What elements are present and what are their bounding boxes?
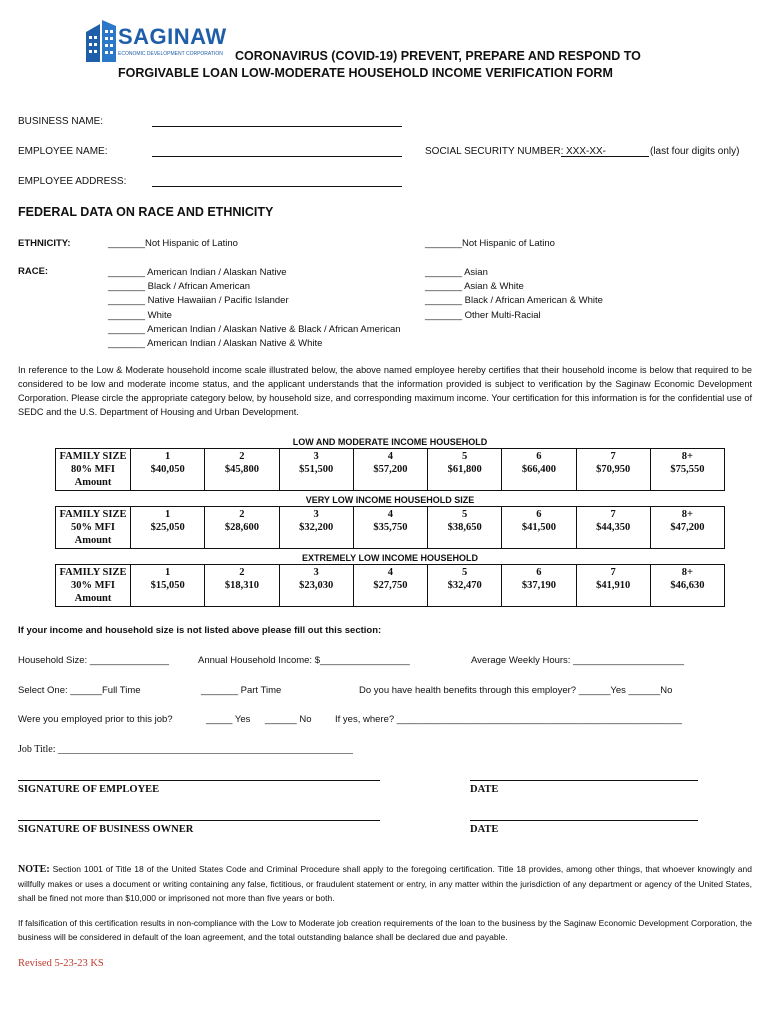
family-size-value: 6 [536,509,542,520]
income-cell[interactable] [205,565,279,607]
income-amount-value: $28,600 [224,522,259,533]
ssn-note: (last four digits only) [650,146,740,157]
employed-where-field[interactable]: If yes, where? ______________________________________________________ [335,714,683,725]
family-size-value: 8+ [681,567,693,578]
employed-prior-no[interactable]: ______ No [265,714,312,725]
health-benefits-field[interactable]: Do you have health benefits through this employer? ______Yes ______No [359,685,673,696]
employee-address-label: EMPLOYEE ADDRESS: [18,176,127,187]
mfi-label-line: FAMILY SIZE [59,451,127,462]
income-table [55,448,725,491]
mfi-label-cell [56,449,131,491]
income-amount-value: $37,190 [521,580,556,591]
mfi-label-line: 80% MFI [70,464,116,475]
income-table [55,564,725,607]
employee-address-input[interactable] [152,175,402,187]
income-amount-value: $51,500 [299,464,334,475]
race-option[interactable]: _______ American Indian / Alaskan Native & Black / African American [108,323,401,335]
family-size-value: 2 [239,567,245,578]
income-amount-value: $32,470 [447,580,482,591]
family-size-value: 4 [387,567,393,578]
family-size-value: 7 [610,451,616,462]
race-option[interactable]: _______ American Indian / Alaskan Native [108,267,287,278]
income-cell[interactable] [428,565,502,607]
income-cell[interactable] [279,449,353,491]
falsification-paragraph: If falsification of this certification results in non-compliance with the Low to Moderate job creation requirements of the loan to the business by the Saginaw Economic Development Corporation, the business will be considered in default of the loan agreement, and the total outstanding balance shall be declared due and payable. [18,918,752,942]
income-cell[interactable] [502,449,576,491]
employee-signature-line[interactable] [18,780,380,781]
race-option[interactable]: _______ American Indian / Alaskan Native & White [108,338,323,350]
race-option[interactable]: _______ Black / African American & White [425,295,603,307]
income-cell[interactable] [353,565,427,607]
income-table [55,506,725,549]
income-amount-value: $75,550 [670,464,705,475]
family-size-value: 3 [313,509,319,520]
family-size-value: 3 [313,567,319,578]
income-amount-value: $15,050 [150,580,185,591]
note-text: Section 1001 of Title 18 of the United States Code and Criminal Procedure shall apply to the foregoing certification. Title 18 provides, among other things, that whoever knowingly and willfully makes or uses a document or writing containing any false, fictitious, or fraudulent statement or entry, in any matter within the jurisdiction of any department or agency of the United States, shall be fined not more than $10,000 or imprisoned not more than five years or both. [18,864,752,903]
income-amount-value: $45,800 [224,464,259,475]
income-cell[interactable] [428,507,502,549]
mfi-label-line: Amount [74,535,112,546]
weekly-hours-field[interactable]: Average Weekly Hours: _____________________ [471,655,685,666]
revised-stamp: Revised 5-23-23 KS [18,958,104,969]
income-amount-value: $41,910 [596,580,631,591]
owner-date-label: DATE [470,824,499,835]
income-amount-value: $40,050 [150,464,185,475]
family-size-value: 6 [536,451,542,462]
legal-note [18,862,752,905]
family-size-value: 1 [165,567,171,578]
mfi-label-line: FAMILY SIZE [59,509,127,520]
income-amount-value: $41,500 [521,522,556,533]
income-cell[interactable] [576,565,650,607]
income-amount-value: $35,750 [373,522,408,533]
family-size-value: 5 [462,451,468,462]
owner-date-line[interactable] [470,820,698,821]
income-cell[interactable] [131,449,205,491]
race-option[interactable]: _______ Black / African American [108,281,251,293]
intro-paragraph: In reference to the Low & Moderate household income scale illustrated below, the above named employee hereby certifies that their household income is below that required to be considered to be low and moderate income status, and the applicant understands that the information provided is subject to verification by the Saginaw Economic Development Corporation. Please circle the appropriate category below, by household size, and corresponding maximum income. Your certification for this information is for the confidential use of SEDC and the U.S. Department of Housing and Urban Development. [18,365,752,417]
household-size-field[interactable]: Household Size: _______________ [18,655,170,666]
logo-subtext: ECONOMIC DEVELOPMENT CORPORATION [118,51,223,57]
income-amount-value: $70,950 [596,464,631,475]
income-amount-value: $32,200 [299,522,334,533]
mfi-label-cell [56,565,131,607]
income-amount-value: $18,310 [224,580,259,591]
income-amount-value: $66,400 [521,464,556,475]
form-title-line2: FORGIVABLE LOAN LOW-MODERATE HOUSEHOLD INCOME VERIFICATION FORM [118,66,613,80]
table-row [56,449,725,491]
income-cell[interactable] [279,507,353,549]
race-option[interactable]: _______ Other Multi-Racial [425,309,541,321]
ethnicity-option-left[interactable]: _______Not Hispanic of Latino [108,238,238,249]
family-size-value: 8+ [681,451,693,462]
race-option[interactable]: _______ Asian [425,267,488,278]
full-time-option[interactable]: Select One: ______Full Time [18,685,141,696]
income-cell[interactable] [650,565,724,607]
employee-date-label: DATE [470,784,499,795]
income-amount-value: $27,750 [373,580,408,591]
part-time-option[interactable]: _______ Part Time [201,685,282,696]
owner-signature-label: SIGNATURE OF BUSINESS OWNER [18,824,194,835]
income-cell[interactable] [353,507,427,549]
family-size-value: 4 [387,451,393,462]
employed-prior-label: Were you employed prior to this job? [18,714,173,725]
form-title-line1: CORONAVIRUS (COVID-19) PREVENT, PREPARE AND RESPOND TO [235,49,641,63]
income-cell[interactable] [205,449,279,491]
family-size-value: 7 [610,567,616,578]
race-options-left [108,266,401,351]
income-cell[interactable] [279,565,353,607]
income-cell[interactable] [576,449,650,491]
business-name-label: BUSINESS NAME: [18,116,104,127]
income-cell[interactable] [131,565,205,607]
family-size-value: 8+ [681,509,693,520]
mfi-label-line: 30% MFI [70,580,116,591]
annual-income-field[interactable]: Annual Household Income: $_________________ [198,655,410,666]
family-size-value: 4 [387,509,393,520]
family-size-value: 1 [165,509,171,520]
logo-text: SAGINAW [118,24,227,49]
family-size-value: 5 [462,567,468,578]
ssn-input[interactable] [561,145,649,157]
race-option[interactable]: _______ Asian & White [425,281,524,293]
race-heading: FEDERAL DATA ON RACE AND ETHNICITY [18,205,274,219]
income-cell[interactable] [502,565,576,607]
income-cell[interactable] [131,507,205,549]
note-label: NOTE: [18,864,50,875]
owner-signature-line[interactable] [18,820,380,821]
income-cell[interactable] [502,507,576,549]
ssn-value: XXX-XX- [566,146,607,157]
income-cell[interactable] [205,507,279,549]
income-cell[interactable] [650,449,724,491]
family-size-value: 1 [165,451,171,462]
income-amount-value: $44,350 [596,522,631,533]
family-size-value: 2 [239,509,245,520]
income-table-caption: EXTREMELY LOW INCOME HOUSEHOLD [301,553,478,563]
income-cell[interactable] [353,449,427,491]
family-size-value: 6 [536,567,542,578]
mfi-label-line: Amount [74,477,112,488]
income-amount-value: $61,800 [447,464,482,475]
family-size-value: 3 [313,451,319,462]
family-size-value: 2 [239,451,245,462]
ethnicity-label: ETHNICITY: [18,238,71,249]
income-table-caption: LOW AND MODERATE INCOME HOUSEHOLD [292,437,488,447]
ssn-label: SOCIAL SECURITY NUMBER: [425,146,564,157]
income-amount-value: $57,200 [373,464,408,475]
employee-date-line[interactable] [470,780,698,781]
race-options-right [425,266,603,323]
business-name-input[interactable] [152,115,402,127]
employee-name-label: EMPLOYEE NAME: [18,146,108,157]
race-option[interactable]: _______ Native Hawaiian / Pacific Islander [108,295,289,307]
family-size-value: 7 [610,509,616,520]
mfi-label-cell [56,507,131,549]
employee-name-input[interactable] [152,145,402,157]
job-title-field[interactable]: Job Title: ___________________________________________________________ [18,744,354,755]
income-table-caption: VERY LOW INCOME HOUSEHOLD SIZE [305,495,475,505]
income-amount-value: $46,630 [670,580,705,591]
income-cell[interactable] [650,507,724,549]
income-amount-value: $25,050 [150,522,185,533]
table-row [56,565,725,607]
table-row [56,507,725,549]
family-size-value: 5 [462,509,468,520]
income-cell[interactable] [576,507,650,549]
income-cell[interactable] [428,449,502,491]
mfi-label-line: Amount [74,593,112,604]
mfi-label-line: 50% MFI [70,522,116,533]
mfi-label-line: FAMILY SIZE [59,567,127,578]
ethnicity-option-right[interactable]: _______Not Hispanic of Latino [425,238,555,249]
logo [84,18,227,62]
employed-prior-yes[interactable]: _____ Yes [206,714,251,725]
race-label: RACE: [18,266,49,277]
employee-signature-label: SIGNATURE OF EMPLOYEE [18,784,160,795]
income-amount-value: $23,030 [299,580,334,591]
income-amount-value: $38,650 [447,522,482,533]
building-logo-icon [84,18,118,62]
extra-heading: If your income and household size is not listed above please fill out this section: [18,625,382,636]
race-option[interactable]: _______ White [108,309,172,321]
income-amount-value: $47,200 [670,522,705,533]
